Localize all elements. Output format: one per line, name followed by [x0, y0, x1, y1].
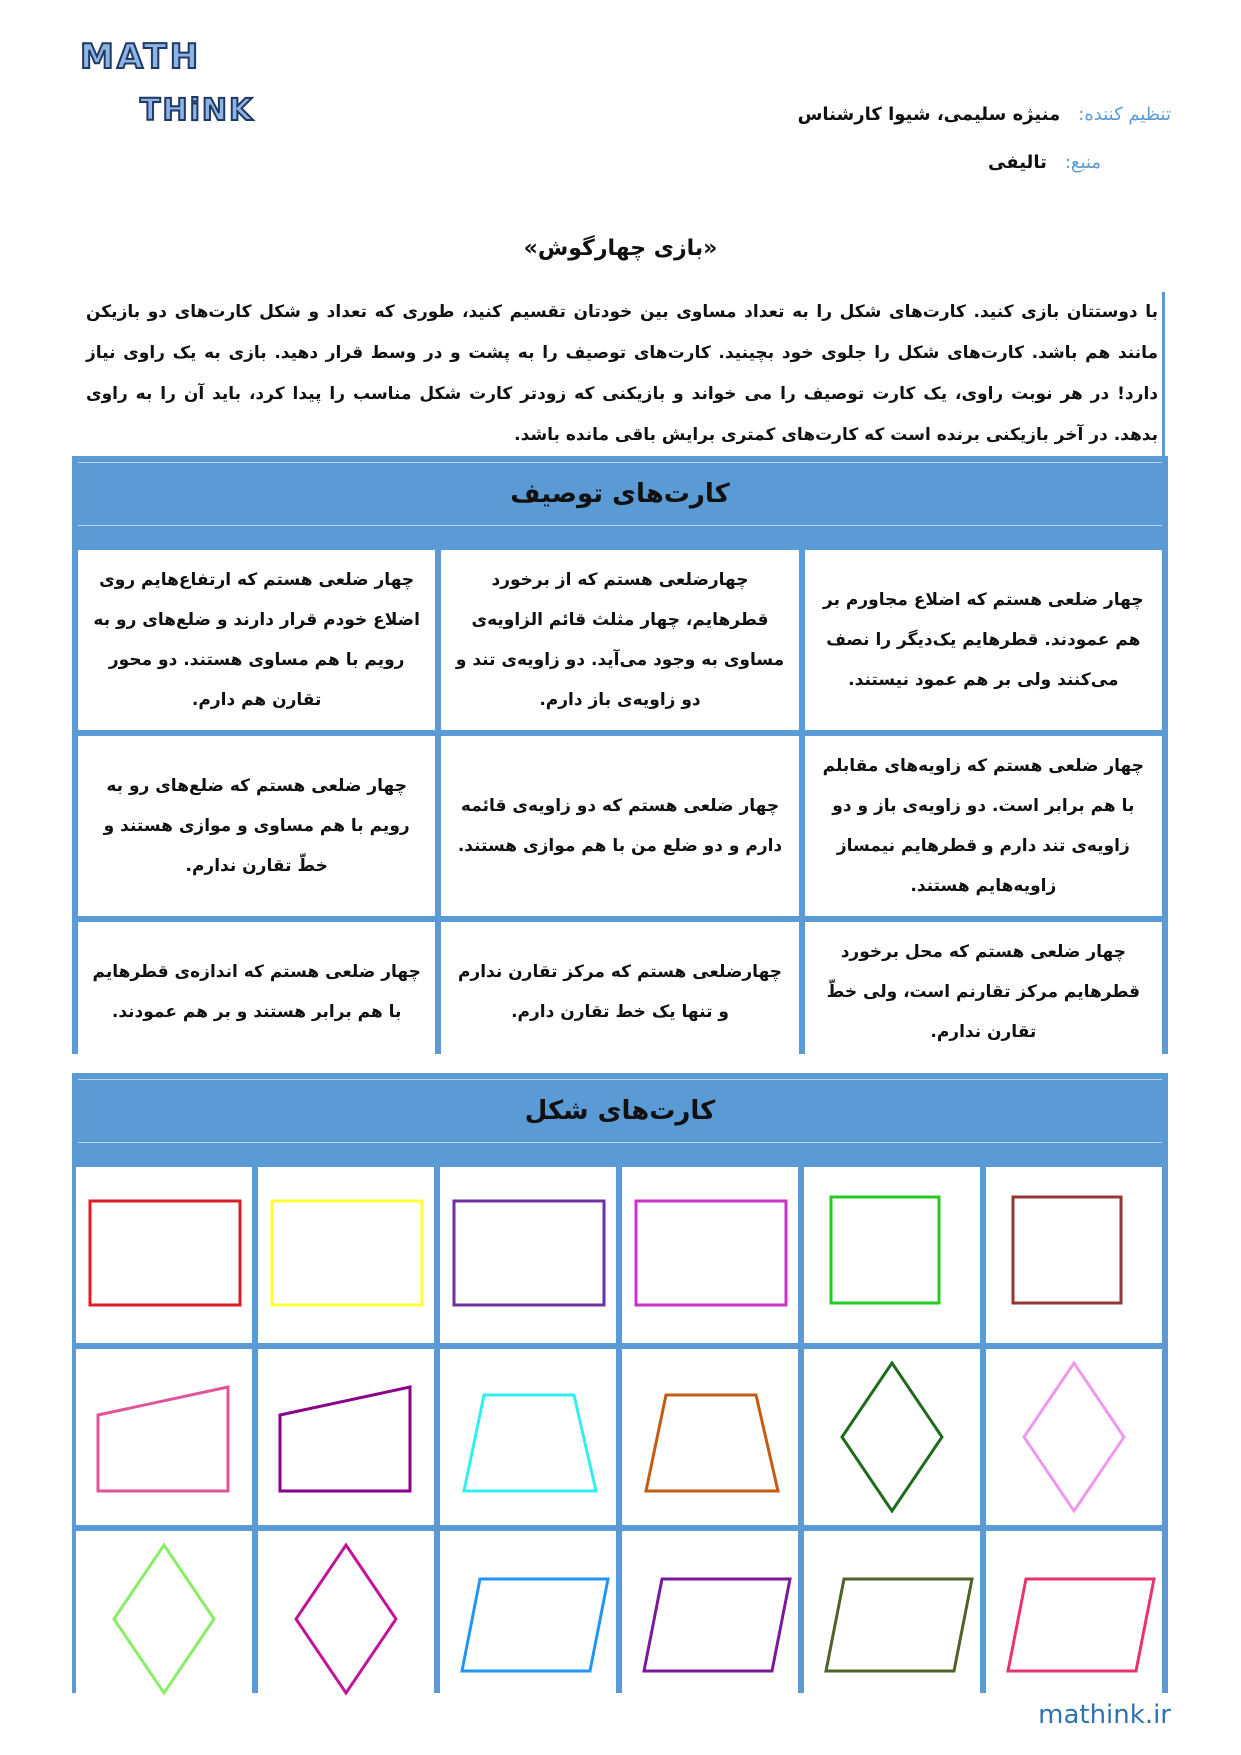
description-card: چهار ضلعی هستم که محل برخورد قطرهایم مرکز تقارنم است، ولی خطّ تقارن ندارم.: [805, 922, 1162, 1062]
parallelogram-drawing: [986, 1531, 1162, 1707]
shape-card-rhombus: [258, 1531, 434, 1707]
rhombus-outline: [1024, 1363, 1124, 1511]
description-card: چهارضلعی هستم که از برخورد قطرهایم، چهار مثلث قائم الزاویه‌ی مساوی به وجود می‌آید. دو زاویه‌ی تند و دو زاویه‌ی باز دارم.: [441, 550, 798, 730]
shape-cards-heading: کارت‌های شکل: [78, 1079, 1162, 1143]
shape-card-isosceles-trapezoid: [440, 1349, 616, 1525]
instructions-paragraph: با دوستتان بازی کنید. کارت‌های شکل را به تعداد مساوی بین خودتان تقسیم کنید، طوری که تعداد و شکل کارت‌های دو بازیکن مانند هم باشد. کارت‌های شکل را جلوی خود بچینید. کارت‌های توصیف را به پشت و در وسط قرار دهید. بازی به یک راوی نیاز دارد! در هر نوبت راوی، یک کارت توصیف را می خواند و بازیکنی که زودتر کارت شکل مناسب را پیدا کرد، باید آن را به راوی بدهد. در آخر بازیکنی برنده است که کارت‌های کمتری برایش باقی مانده باشد.: [86, 292, 1165, 456]
rhombus-drawing: [76, 1531, 252, 1707]
rectangle-drawing: [440, 1167, 616, 1343]
shape-card-parallelogram: [622, 1531, 798, 1707]
rhombus-outline: [114, 1545, 214, 1693]
source-value: تالیفی: [988, 152, 1047, 173]
author-value: منیژه سلیمی، شیوا کارشناس: [797, 104, 1061, 125]
shape-card-rectangle: [622, 1167, 798, 1343]
shape-card-rhombus: [76, 1531, 252, 1707]
shape-card-right-trapezoid: [76, 1349, 252, 1525]
shape-card-parallelogram: [440, 1531, 616, 1707]
site-url: mathink.ir: [1038, 1700, 1171, 1730]
shape-card-rhombus: [986, 1349, 1162, 1525]
right-trapezoid-outline: [280, 1387, 410, 1491]
description-card: چهار ضلعی هستم که ارتفاع‌هایم روی اضلاع خودم قرار دارند و ضلع‌های رو به رویم با هم مساوی هستند. دو محور تقارن هم دارم.: [78, 550, 435, 730]
parallelogram-outline: [644, 1579, 790, 1671]
parallelogram-drawing: [804, 1531, 980, 1707]
isosceles-trapezoid-drawing: [622, 1349, 798, 1525]
rhombus-drawing: [986, 1349, 1162, 1525]
rectangle-drawing: [76, 1167, 252, 1343]
source-line: [988, 152, 1101, 173]
right-trapezoid-outline: [98, 1387, 228, 1491]
rhombus-drawing: [804, 1349, 980, 1525]
mathink-logo: [78, 34, 278, 134]
shape-card-rhombus: [804, 1349, 980, 1525]
right-trapezoid-drawing: [76, 1349, 252, 1525]
shape-card-right-trapezoid: [258, 1349, 434, 1525]
rhombus-outline: [842, 1363, 942, 1511]
isosceles-trapezoid-drawing: [440, 1349, 616, 1525]
description-card: چهار ضلعی هستم که زاویه‌های مقابلم با هم برابر است. دو زاویه‌ی باز و دو زاویه‌ی تند دارم و قطرهایم نیمساز زاویه‌هایم هستند.: [805, 736, 1162, 916]
description-card: چهار ضلعی هستم که دو زاویه‌ی قائمه دارم و دو ضلع من با هم موازی هستند.: [441, 736, 798, 916]
shape-cards-grid: [78, 1167, 1162, 1687]
logo-line-think: THiNK: [140, 93, 255, 128]
shape-card-rectangle: [440, 1167, 616, 1343]
isosceles-trapezoid-outline: [646, 1395, 778, 1491]
rhombus-outline: [296, 1545, 396, 1693]
shape-cards-section: [72, 1073, 1168, 1693]
rectangle-drawing: [622, 1167, 798, 1343]
parallelogram-drawing: [440, 1531, 616, 1707]
shape-card-parallelogram: [986, 1531, 1162, 1707]
description-cards-heading: کارت‌های توصیف: [78, 462, 1162, 526]
shape-card-parallelogram: [804, 1531, 980, 1707]
author-line: [798, 104, 1171, 125]
shape-card-rectangle: [258, 1167, 434, 1343]
shape-card-isosceles-trapezoid: [622, 1349, 798, 1525]
rectangle-drawing: [258, 1167, 434, 1343]
parallelogram-outline: [462, 1579, 608, 1671]
description-card: چهار ضلعی هستم که اضلاع مجاورم بر هم عمودند. قطرهایم یک‌دیگر را نصف می‌کنند ولی بر هم عمود نیستند.: [805, 550, 1162, 730]
square-outline: [831, 1197, 939, 1303]
rhombus-drawing: [258, 1531, 434, 1707]
square-drawing: [804, 1167, 980, 1343]
logo-graphic: [78, 34, 278, 134]
source-label: منبع:: [1064, 152, 1101, 173]
description-card: چهارضلعی هستم که مرکز تقارن ندارم و تنها یک خط تقارن دارم.: [441, 922, 798, 1062]
right-trapezoid-drawing: [258, 1349, 434, 1525]
description-card: چهار ضلعی هستم که ضلع‌های رو به رویم با هم مساوی و موازی هستند و خطّ تقارن ندارم.: [78, 736, 435, 916]
shape-card-square: [804, 1167, 980, 1343]
parallelogram-outline: [826, 1579, 972, 1671]
rectangle-outline: [272, 1201, 422, 1305]
square-drawing: [986, 1167, 1162, 1343]
description-card: چهار ضلعی هستم که اندازه‌ی قطرهایم با هم برابر هستند و بر هم عمودند.: [78, 922, 435, 1062]
shape-card-rectangle: [76, 1167, 252, 1343]
square-outline: [1013, 1197, 1121, 1303]
rectangle-outline: [90, 1201, 240, 1305]
description-cards-grid: [78, 550, 1162, 1048]
author-label: تنظیم کننده:: [1078, 104, 1171, 125]
logo-line-math: MATH: [80, 37, 202, 77]
description-cards-section: [72, 456, 1168, 1054]
parallelogram-drawing: [622, 1531, 798, 1707]
rectangle-outline: [636, 1201, 786, 1305]
shape-card-square: [986, 1167, 1162, 1343]
rectangle-outline: [454, 1201, 604, 1305]
page-title: «بازی چهارگوش»: [523, 236, 718, 261]
isosceles-trapezoid-outline: [464, 1395, 596, 1491]
parallelogram-outline: [1008, 1579, 1154, 1671]
